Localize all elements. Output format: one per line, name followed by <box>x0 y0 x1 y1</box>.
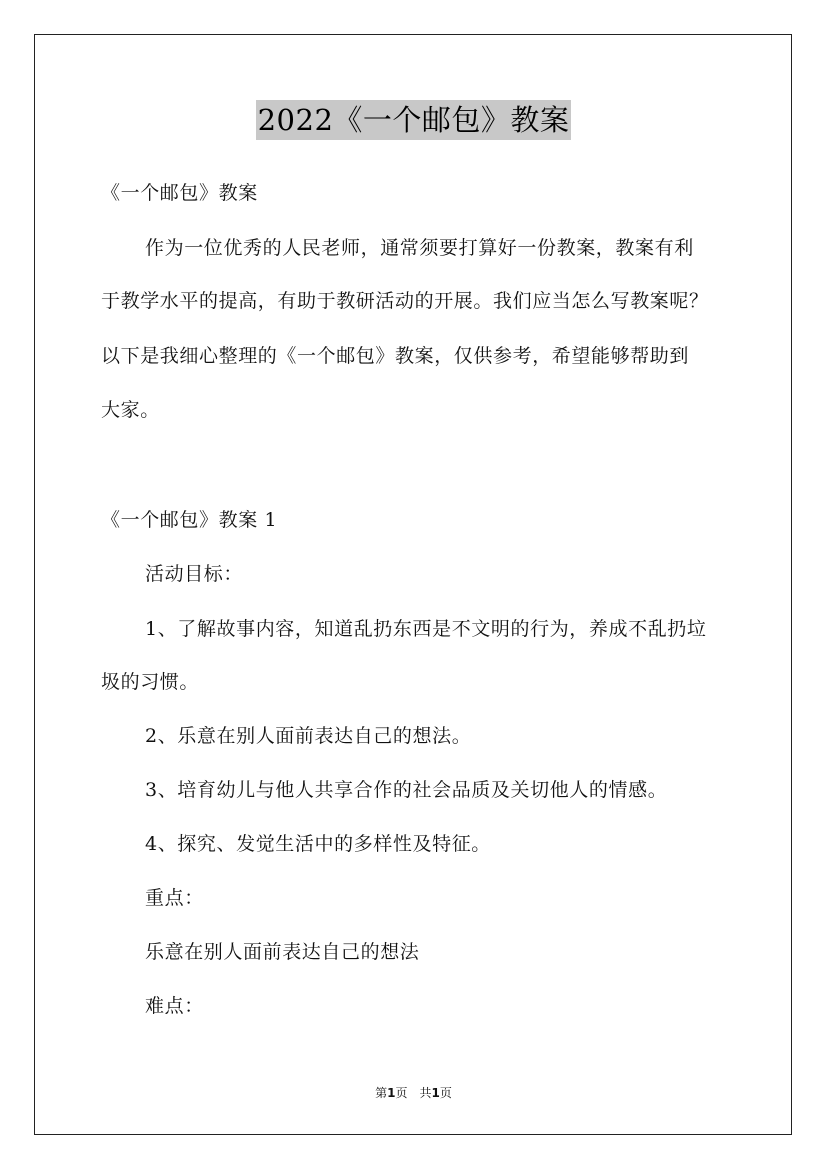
footer-page-total: 1 <box>431 1086 440 1100</box>
footer-page-prefix: 第 <box>375 1086 388 1100</box>
intro-line-2: 于教学水平的提高，有助于教研活动的开展。我们应当怎么写教案呢？ <box>101 290 709 312</box>
key-point-heading: 重点： <box>145 887 204 909</box>
intro-line-3: 以下是我细心整理的《一个邮包》教案，仅供参考，希望能够帮助到 <box>101 345 690 367</box>
document-subtitle: 《一个邮包》教案 <box>101 182 258 204</box>
footer-page-current: 1 <box>387 1086 396 1100</box>
section-title: 《一个邮包》教案 1 <box>101 509 278 531</box>
page-footer <box>0 1085 827 1101</box>
document-title: 2022《一个邮包》教案 <box>256 100 572 140</box>
objective-4: 4、探究、发觉生活中的多样性及特征。 <box>145 833 491 855</box>
intro-line-4: 大家。 <box>101 399 160 421</box>
objective-2: 2、乐意在别人面前表达自己的想法。 <box>145 725 472 747</box>
objectives-heading: 活动目标： <box>145 563 244 585</box>
difficulty-heading: 难点： <box>145 995 204 1017</box>
key-point-text: 乐意在别人面前表达自己的想法 <box>145 941 420 963</box>
objective-1-line-2: 圾的习惯。 <box>101 671 200 693</box>
title-container <box>0 100 827 140</box>
intro-line-1: 作为一位优秀的人民老师，通常须要打算好一份教案，教案有利 <box>145 237 694 259</box>
footer-page-mid: 页 共 <box>395 1086 432 1100</box>
objective-3: 3、培育幼儿与他人共享合作的社会品质及关切他人的情感。 <box>145 779 668 801</box>
footer-page-suffix: 页 <box>439 1086 452 1100</box>
objective-1-line-1: 1、了解故事内容，知道乱扔东西是不文明的行为，养成不乱扔垃 <box>145 618 707 640</box>
